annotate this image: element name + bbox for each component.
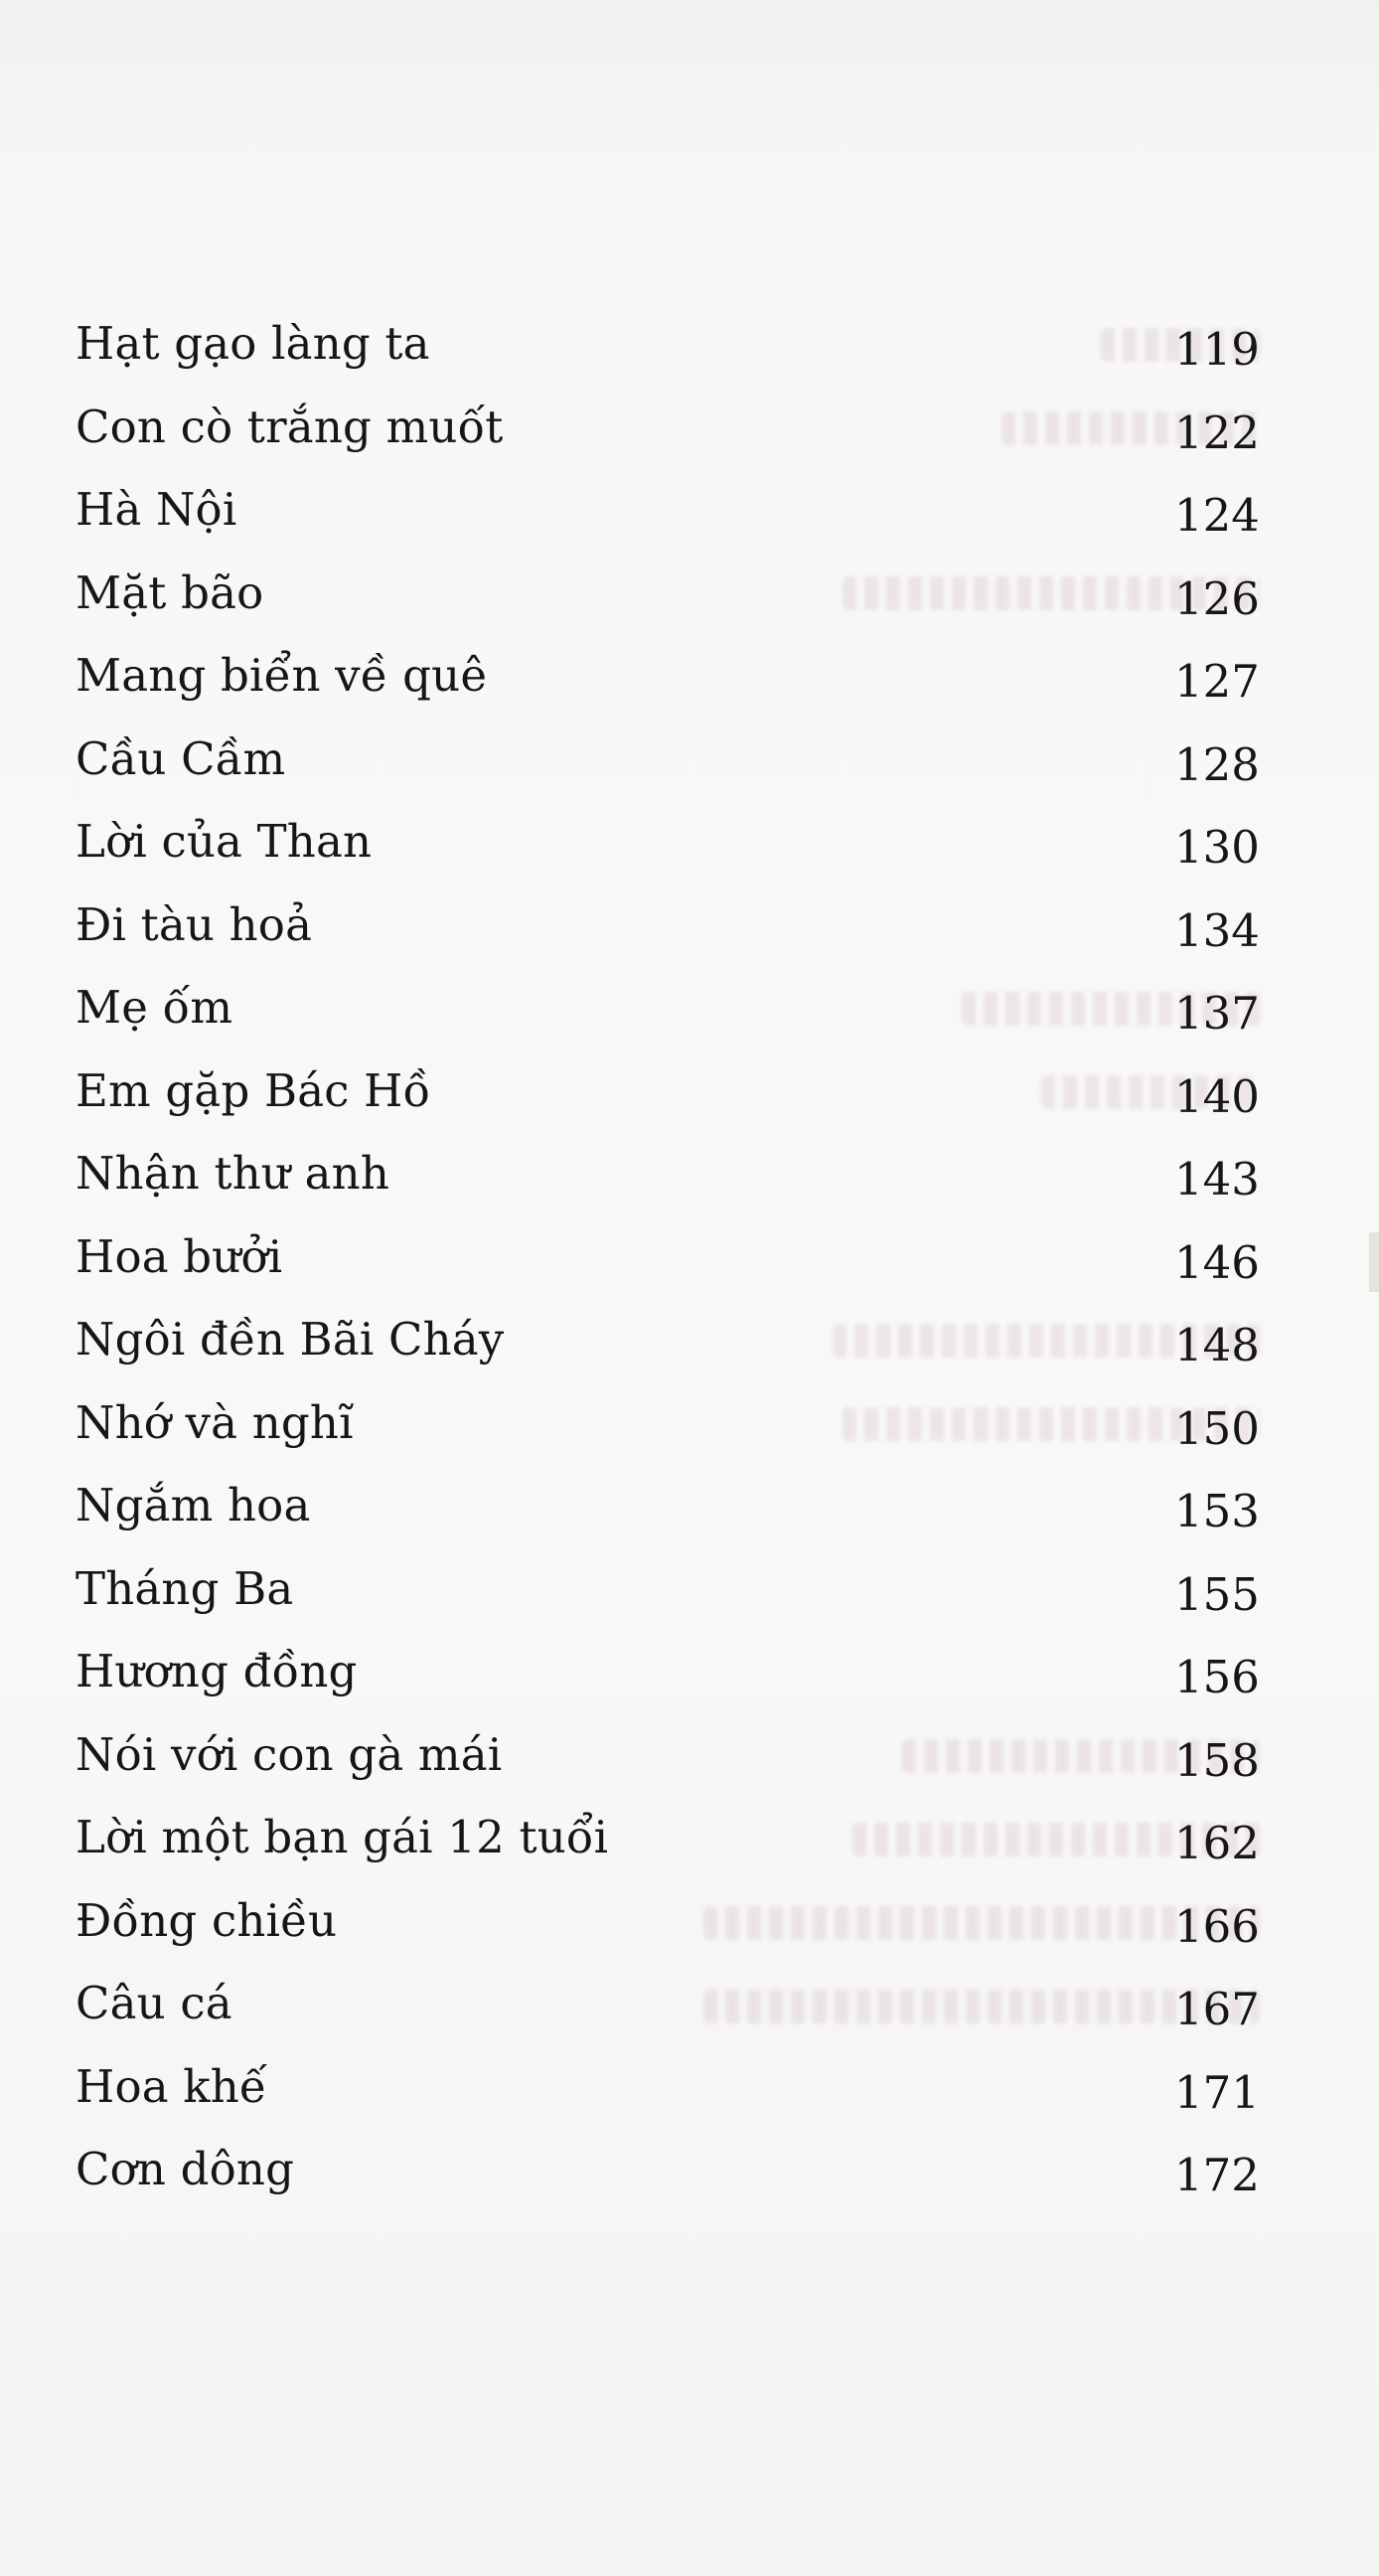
toc-entry	[76, 1727, 1268, 1811]
toc-entry	[76, 1644, 1268, 1727]
toc-entry	[76, 1312, 1268, 1395]
toc-entry-page: 146	[1174, 1235, 1260, 1289]
toc-entry	[76, 482, 1268, 565]
toc-entry	[76, 2059, 1268, 2143]
toc-entry-title: Hương đồng	[76, 1645, 358, 1697]
toc-entry-page: 126	[1174, 571, 1260, 625]
toc-entry-title: Tháng Ba	[76, 1561, 294, 1615]
toc-entry	[76, 1146, 1268, 1229]
toc-entry-page: 167	[1174, 1983, 1260, 2035]
toc-entry-page: 158	[1174, 1733, 1260, 1787]
toc-entry	[76, 731, 1268, 815]
toc-entry	[76, 980, 1268, 1063]
toc-entry	[76, 1976, 1268, 2059]
toc-entry-page: 156	[1174, 1651, 1260, 1703]
toc-entry	[76, 1229, 1268, 1313]
toc-entry-page: 122	[1174, 405, 1260, 459]
toc-entry-page: 134	[1174, 903, 1260, 957]
toc-entry-title: Nói với con gà mái	[76, 1727, 503, 1781]
toc-entry-page: 119	[1174, 323, 1260, 376]
toc-entry-title: Ngắm hoa	[76, 1479, 311, 1531]
toc-entry-title: Mẹ ốm	[76, 981, 233, 1034]
toc-entry	[76, 1478, 1268, 1561]
toc-entry-page: 128	[1174, 737, 1260, 791]
toc-entry-title: Mặt bão	[76, 565, 264, 619]
toc-entry-title: Nhớ và nghĩ	[76, 1395, 354, 1449]
toc-entry-page: 172	[1174, 2149, 1260, 2201]
toc-entry	[76, 1561, 1268, 1645]
toc-entry-page: 143	[1174, 1153, 1260, 1206]
toc-entry-title: Hà Nội	[76, 483, 237, 536]
toc-entry	[76, 814, 1268, 897]
toc-entry-page: 137	[1174, 987, 1260, 1040]
toc-entry	[76, 565, 1268, 649]
toc-entry-title: Lời của Than	[76, 815, 373, 868]
toc-entry-title: Ngôi đền Bãi Cháy	[76, 1313, 505, 1366]
toc-entry-title: Hạt gạo làng ta	[76, 317, 430, 370]
toc-entry	[76, 316, 1268, 400]
toc-entry-page: 124	[1174, 489, 1260, 542]
page-edge-mark	[1369, 1232, 1379, 1292]
toc-entry	[76, 400, 1268, 483]
toc-entry	[76, 1810, 1268, 1893]
toc-entry-title: Đồng chiều	[76, 1893, 338, 1947]
toc-entry-title: Mang biển về quê	[76, 649, 488, 702]
toc-entry-page: 171	[1174, 2065, 1260, 2119]
toc-entry-title: Hoa bưởi	[76, 1229, 283, 1283]
toc-entry-page: 153	[1174, 1485, 1260, 1537]
toc-entry-page: 162	[1174, 1817, 1260, 1869]
toc-entry	[76, 1893, 1268, 1977]
toc-entry-title: Đi tàu hoả	[76, 897, 313, 951]
toc-entry	[76, 1395, 1268, 1479]
table-of-contents	[76, 316, 1268, 2225]
toc-entry-page: 130	[1174, 821, 1260, 874]
toc-entry-title: Cơn dông	[76, 2143, 295, 2195]
toc-entry	[76, 897, 1268, 981]
toc-entry-page: 140	[1174, 1069, 1260, 1123]
toc-entry-page: 150	[1174, 1401, 1260, 1455]
toc-entry-page: 127	[1174, 655, 1260, 708]
toc-entry-page: 155	[1174, 1567, 1260, 1621]
toc-entry-title: Con cò trắng muốt	[76, 400, 504, 453]
toc-entry-title: Hoa khế	[76, 2059, 267, 2113]
toc-entry	[76, 2142, 1268, 2225]
toc-entry	[76, 1063, 1268, 1147]
toc-entry-page: 166	[1174, 1899, 1260, 1953]
toc-entry	[76, 648, 1268, 731]
toc-entry-title: Lời một bạn gái 12 tuổi	[76, 1811, 609, 1863]
toc-entry-title: Em gặp Bác Hồ	[76, 1063, 431, 1117]
toc-entry-title: Nhận thư anh	[76, 1147, 390, 1200]
toc-entry-title: Cầu Cầm	[76, 731, 286, 785]
toc-entry-title: Câu cá	[76, 1977, 232, 2029]
toc-entry-page: 148	[1174, 1319, 1260, 1371]
